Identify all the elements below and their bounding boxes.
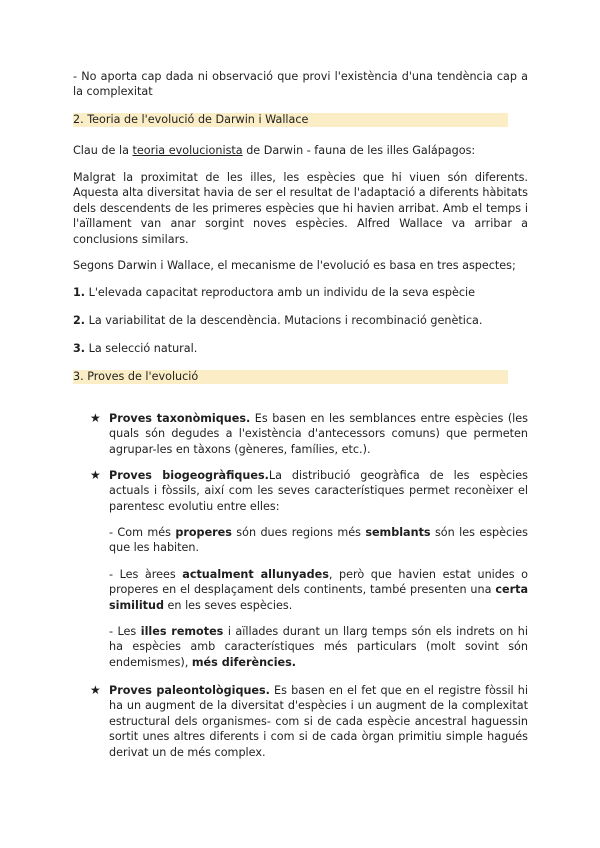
sub-text: - Les: [109, 625, 141, 638]
point-text: La selecció natural.: [85, 342, 198, 355]
mechanism-paragraph: Segons Darwin i Wallace, el mecanisme de l'evolució es basa en tres aspectes;: [73, 259, 516, 272]
biogeo-sub-1: [109, 525, 528, 556]
point-2: [73, 313, 528, 328]
key-prefix: Clau de la: [73, 144, 133, 157]
point-number: 2.: [73, 314, 86, 327]
bullet-title: Proves biogeogràfiques.: [109, 469, 269, 482]
biogeographic-proof: [109, 468, 528, 514]
sub-text: - Les àrees: [109, 568, 183, 581]
bullet-title: Proves paleontològiques.: [109, 684, 270, 697]
sub-bold: actualment allunyades: [182, 568, 329, 581]
star-bullet-icon: ★: [90, 468, 101, 482]
bullet-text: La distribució geogràfica de les espècies actuals i fòssils, així com les seves característiques permet reconèixer el parentesc evolutiu entre elles:: [109, 469, 528, 513]
point-number: 3.: [73, 342, 86, 355]
biogeo-sub-3: [109, 624, 528, 670]
sub-bold: semblants: [365, 526, 431, 539]
sub-bold: certa similitud: [109, 583, 528, 612]
sub-bold: illes remotes: [140, 625, 224, 638]
star-bullet-icon: ★: [90, 411, 101, 425]
sub-text: són dues regions més: [231, 526, 366, 539]
star-bullet-icon: ★: [90, 683, 101, 697]
sub-text: són les espècies que les habiten.: [109, 526, 528, 555]
point-3: [73, 341, 528, 356]
taxonomic-proof: [109, 411, 528, 457]
bullet-title: Proves taxonòmiques.: [109, 412, 251, 425]
bullet-text: Es basen en el fet que en el registre fòssil hi ha un augment de la diversitat d'espècies i un augment de la complexitat estructural dels organismes- com si de cada espècie ancestral haguessin sortit unes altres diferents i com si de cada òrgan primitiu simple hagués derivat un de més complex.: [109, 684, 528, 759]
point-1: [73, 285, 528, 300]
sub-bold: properes: [175, 526, 232, 539]
section-2-heading: 2. Teoria de l'evolució de Darwin i Wallace: [73, 113, 508, 127]
point-number: 1.: [73, 286, 86, 299]
sub-text: en les seves espècies.: [163, 598, 293, 612]
key-line: [73, 143, 528, 158]
bullet-text: Es basen en les semblances entre espècies (les quals són degudes a l'existència d'antecessors comuns) que permeten agrupar-les en tàxons (gèneres, famílies, etc.).: [109, 412, 529, 456]
galapagos-paragraph: Malgrat la proximitat de les illes, les espècies que hi viuen són diferents. Aquesta alta diversitat havia de ser el resultat de l'adaptació a diferents hàbitats dels descendents de les primeres espècies que hi havien arribat. Amb el temps i l'aïllament van anar sorgint noves espècies. Alfred Wallace va arribar a conclusions similars.: [73, 171, 528, 246]
evolution-theory-link[interactable]: teoria evolucionista: [132, 144, 243, 157]
point-text: L'elevada capacitat reproductora amb un individu de la seva espècie: [85, 286, 475, 299]
point-text: La variabilitat de la descendència. Mutacions i recombinació genètica.: [85, 314, 483, 327]
biogeo-sub-2: [109, 567, 528, 613]
sub-text: - Com més: [109, 526, 176, 539]
section-3-heading: 3. Proves de l'evolució: [73, 370, 508, 384]
sub-text: , però que havien estat unides o properes en el desplaçament dels continents, també presenten una: [109, 568, 528, 597]
sub-text: i aïllades durant un llarg temps són els indrets on hi ha espècies amb característiques més particulars (molt sovint són endemismes),: [109, 625, 528, 669]
paleontological-proof: [109, 683, 528, 760]
key-suffix: de Darwin - fauna de les illes Galápagos:: [242, 144, 476, 157]
sub-bold: més diferències.: [191, 655, 297, 669]
intro-line: - No aporta cap dada ni observació que provi l'existència d'una tendència cap a la complexitat: [73, 70, 528, 99]
